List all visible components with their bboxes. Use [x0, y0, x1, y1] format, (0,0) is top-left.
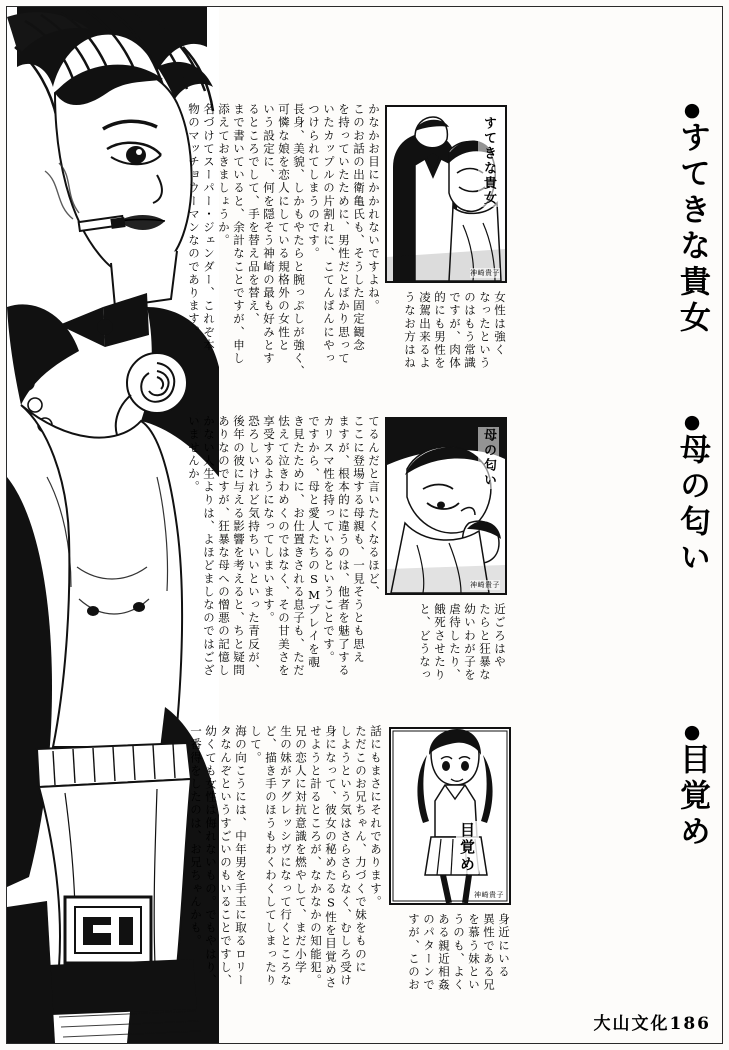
caption-line: すが、このお [407, 913, 421, 992]
body-line: 幼くても女性は侮れないもの。でもやはり、 [204, 725, 218, 987]
body-line: いませんか。 [187, 415, 201, 494]
article-body [187, 415, 381, 707]
caption-line: 異性である兄 [482, 913, 496, 992]
cover-thumbnail[interactable] [385, 105, 507, 283]
article-entry [189, 721, 723, 1021]
body-line: 可憐な娘を恋人にしている規格外の女性と [277, 103, 291, 352]
thumbnail-author: 神崎貴子 [474, 891, 504, 899]
body-line: しようという気はさらさらなく、むしろ受け [339, 725, 353, 987]
body-line: かなかお目にかかれないですよね。 [367, 103, 381, 313]
body-line: いう設定に、何を隠そう神崎の最も好みとす [262, 103, 276, 365]
thumbnail-author: 神崎貴子 [470, 581, 500, 589]
body-line: てるんだと言いたくなるほど、 [367, 415, 381, 599]
bullet-icon: ● [681, 721, 703, 743]
caption-line: 凌駕出来るよ [418, 291, 432, 370]
cover-thumbnail[interactable] [389, 727, 511, 905]
body-line: 生の妹がアグレッシヴになって行くところな [279, 725, 293, 987]
body-line: 話にもまさにそれであります。 [369, 725, 383, 909]
caption-line: ですが、肉体 [448, 291, 462, 370]
body-line: 後年の彼に与える影響を考えると、ちと疑問 [232, 415, 246, 677]
body-line: 兄の恋人に対抗意識を燃やして、まだ小学 [294, 725, 308, 974]
caption-line: を慕う妹とい [467, 913, 481, 992]
article-caption [402, 291, 507, 395]
caption-line: うのも、よく [452, 913, 466, 992]
body-line: せようと計るところが、なかなかの知能犯。 [309, 725, 323, 987]
article-title: 母の匂い [674, 433, 710, 577]
caption-line: のパターンで [422, 913, 436, 992]
article-list [187, 7, 723, 1043]
body-line: 怯えて泣きわめくのではなく、その甘美さを [277, 415, 291, 677]
thumbnail-title: すてきな貴女 [478, 115, 499, 207]
caption-line: うなお方はね [403, 291, 417, 370]
article-body [187, 103, 381, 395]
body-line: ただこのお兄ちゃん、力づくで妹をものに [354, 725, 368, 974]
thumbnail-title: 目覚め [456, 821, 479, 874]
body-line: ありなのですが、狂暴な母への憎悪の記憶し [217, 415, 231, 677]
caption-line: 身近にいる [497, 913, 511, 979]
article-title: 目覚め [674, 743, 710, 851]
article-entry [187, 411, 723, 711]
thumbnail-author: 神崎貴子 [470, 269, 500, 277]
body-line: 長身、美貌、しかもやたらと腕っぷしが強く、 [292, 103, 306, 379]
body-line: 身になって、彼女の秘めたるS性を目覚めさ [324, 725, 338, 990]
caption-line: のはもう常識 [463, 291, 477, 370]
caption-line: 女性は強く [493, 291, 507, 357]
body-line: タなんぞというすごいのもいることですし、 [219, 725, 233, 987]
body-line: かない人生よりは、よほどましなのではござ [202, 415, 216, 677]
body-line: ますが、根本的に違うのは、他者を魅了する [337, 415, 351, 677]
body-line: して。 [249, 725, 263, 765]
cover-thumbnail[interactable] [385, 417, 507, 595]
body-line: ですから、母と愛人たちのSMプレイを覗 [307, 415, 321, 669]
body-line: まで書いていると、余計なことですが、申し [232, 103, 246, 365]
article-title: すてきな貴女 [674, 121, 710, 337]
article-body [189, 725, 383, 1017]
article-caption [417, 603, 507, 707]
caption-line: ある親近相姦 [437, 913, 451, 992]
article-heading [669, 721, 715, 851]
body-line: き見たために、お仕置きされる息子も、ただ [292, 415, 306, 677]
body-line: 享受するようになってしまいます。 [262, 415, 276, 625]
caption-line: たらと狂暴な [478, 603, 492, 682]
caption-line: と、どうなっ [418, 603, 432, 682]
body-line: ど、描き手のほうもわくわくしてしまったり [264, 725, 278, 987]
body-line: を持っていたために、男性だとばかり思って [337, 103, 351, 365]
body-line: カリスマ性を持っているということです。 [322, 415, 336, 664]
body-line: 一番得をしたのは、お兄ちゃんかも。 [189, 725, 203, 948]
body-line: ここに登場する母親も、一見そうとも思え [352, 415, 366, 664]
caption-line: 近ごろはや [493, 603, 507, 669]
page-footer: 大山文化186 [593, 1014, 711, 1034]
body-line: 恐ろしいけれど気持ちいいといった青反が、 [247, 415, 261, 677]
body-line: 添えておきましょうか。 [217, 103, 231, 248]
body-line: 名づけてスーパー・ジェンダー、これぞ本 [202, 103, 216, 352]
body-line: るところでして、手を替え品を替え、 [247, 103, 261, 326]
article-heading [669, 411, 715, 577]
bullet-icon: ● [681, 411, 703, 433]
caption-line: 的にも男性を [433, 291, 447, 370]
caption-line: 餓死させたり [433, 603, 447, 682]
thumbnail-title: 母の匂い [478, 427, 499, 489]
article-caption [406, 913, 511, 1017]
body-line: つけられてしまうのです。 [307, 103, 321, 261]
body-line: 海の向こうには、中年男を手玉に取るロリー [234, 725, 248, 987]
article-heading [669, 99, 715, 337]
caption-line: 幼いわが子を [463, 603, 477, 682]
bullet-icon: ● [681, 99, 703, 121]
caption-line: 虐待したり、 [448, 603, 462, 682]
article-entry [187, 99, 723, 399]
body-line: このお話の出衛亀氏も、そうした固定観念 [352, 103, 366, 352]
caption-line: なったという [478, 291, 492, 370]
body-line: いたカップルの片割れに、こてんぱんにやっ [322, 103, 336, 365]
body-line: 物のマッチョウーマンなのであります。 [187, 103, 201, 339]
